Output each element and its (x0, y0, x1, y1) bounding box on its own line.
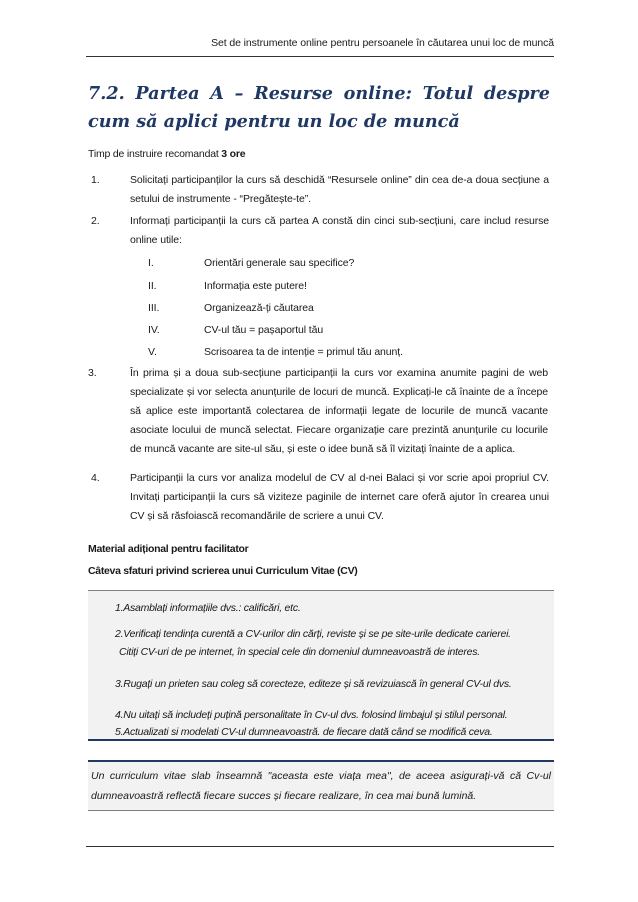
subsection-number: III. (148, 302, 160, 314)
list-item-number: 1. (91, 174, 100, 186)
footer-divider (86, 846, 554, 847)
cv-tips-box (88, 590, 554, 741)
additional-material-title: Material adițional pentru facilitator (88, 543, 249, 555)
section-heading: 7.2. Partea A – Resurse online: Totul despre cum să aplici pentru un loc de muncă (88, 83, 550, 132)
subsection-text: Organizează-ți căutarea (204, 302, 314, 314)
cv-tip: Citiți CV-uri de pe internet, în special cele din domeniul dumneavoastră de interes. (119, 646, 480, 658)
page-header: Set de instrumente online pentru persoanele în căutarea unui loc de muncă (211, 37, 554, 49)
recommended-time-label: Timp de instruire recomandat (88, 148, 219, 160)
recommended-time-value: 3 ore (221, 148, 246, 160)
list-item-text: Solicitați participanților la curs să deschidă “Resursele online” din cea de-a doua secțiune a setului de instrumente - “Pregătește-te”. (130, 174, 549, 205)
cv-tip: 2.Verificați tendința curentă a CV-urilor din cărți, reviste și se pe site-urile dedicate carierei. (115, 628, 511, 640)
header-divider (86, 56, 554, 57)
quote-box (88, 760, 554, 811)
list-item-text: Participanții la curs vor analiza modelul de CV al d-nei Balaci și vor scrie apoi propriul CV. Invitați participanții la curs să viziteze paginile de internet care oferă ajutor în crearea unui CV și să răsfoiască recomandările de scriere a unui CV. (130, 472, 549, 522)
cv-tip: 4.Nu uitați să includeți puțină personalitate în Cv-ul dvs. folosind limbajul și stilul personal. (115, 709, 508, 721)
subsection-text: Informația este putere! (204, 280, 307, 292)
list-item-number: 2. (91, 215, 100, 227)
recommended-time (88, 148, 245, 160)
subsection-text: CV-ul tău = pașaportul tău (204, 324, 324, 336)
subsection-number: I. (148, 257, 154, 269)
cv-tip: 1.Asamblați informațiile dvs.: calificări, etc. (115, 602, 301, 614)
list-item-number: 3. (88, 367, 97, 379)
quote-text: Un curriculum vitae slab înseamnă "aceasta este viața mea", de aceea asigurați-vă că Cv-ul dumneavoastră reflectă fiecare succes și fiecare realizare, în cea mai bună lumină. (91, 770, 551, 802)
subsection-text: Scrisoarea ta de intenție = primul tău anunț. (204, 346, 403, 358)
cv-tip: 5.Actualizati si modelati CV-ul dumneavoastră. de fiecare dată când se modifică ceva. (115, 726, 493, 738)
subsection-number: IV. (148, 324, 160, 336)
subsection-number: V. (148, 346, 157, 358)
subsection-number: II. (148, 280, 157, 292)
cv-tips-title: Câteva sfaturi privind scrierea unui Curriculum Vitae (CV) (88, 565, 358, 577)
list-item-text: În prima și a doua sub-secțiune participanții la curs vor examina anumite pagini de web specializate și vor selecta anunțurile de locuri de muncă. Explicați-le că înainte de a începe să aplice este importantă colectarea de informații legate de locurile de muncă vacante asociate locului de muncă selectat. Fiecare organizație care prezintă anunțurile cu locurile de muncă vacante are site-ul său, și este o idee bună să îl vizitați înainte de a aplica. (130, 367, 548, 455)
list-item-text: Informați participanții la curs că partea A constă din cinci sub-secțiuni, care includ resurse online utile: (130, 215, 549, 246)
cv-tip: 3.Rugați un prieten sau coleg să corecteze, editeze și să revizuiască în general CV-ul dvs. (115, 678, 512, 690)
subsection-text: Orientări generale sau specifice? (204, 257, 355, 269)
list-item-number: 4. (91, 472, 100, 484)
